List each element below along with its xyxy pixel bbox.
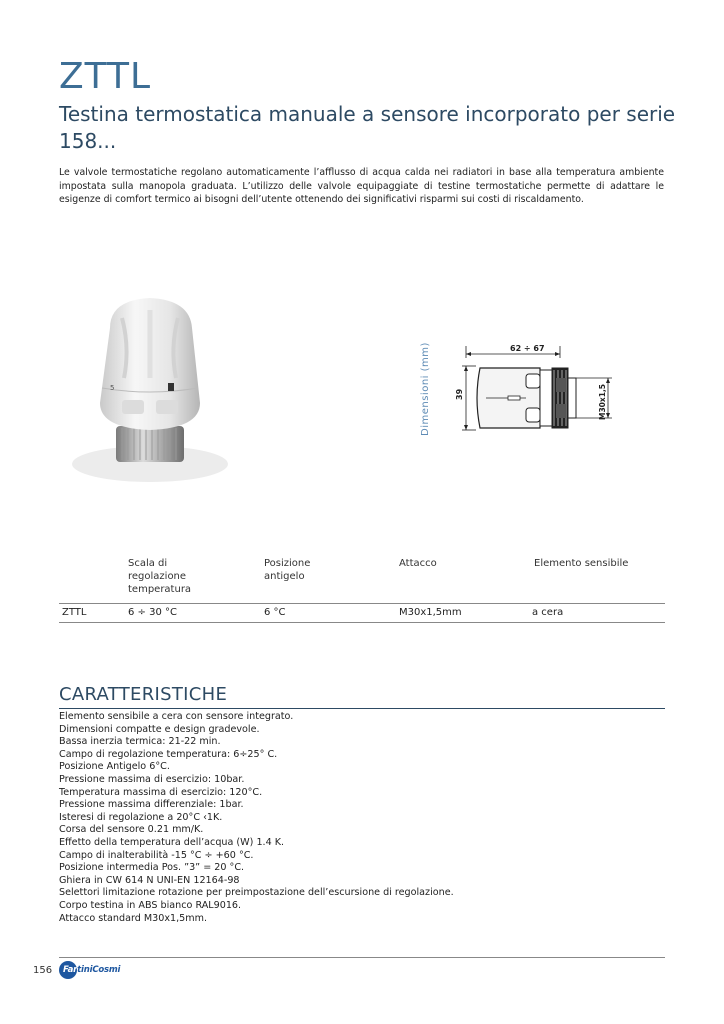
list-item: Isteresi di regolazione a 20°C ‹1K. <box>59 811 223 823</box>
brand-logo <box>59 961 120 979</box>
list-item: Campo di regolazione temperatura: 6÷25° C. <box>59 748 278 760</box>
list-item: Posizione Antigelo 6°C. <box>59 761 170 773</box>
header-element: Elemento sensibile <box>534 558 629 569</box>
logo-text-rest: tiniCosmi <box>77 965 121 975</box>
page-number: 156 <box>33 965 53 976</box>
cell-model: ZTTL <box>62 607 87 618</box>
cell-range: 6 ÷ 30 °C <box>128 607 177 618</box>
features-heading: CARATTERISTICHE <box>59 684 228 705</box>
list-item: Campo di inalterabilità -15 °C ÷ +60 °C. <box>59 849 254 861</box>
list-item: Attacco standard M30x1,5mm. <box>59 912 208 924</box>
specs-header-row <box>59 555 665 604</box>
footer-divider <box>59 957 665 958</box>
intro-paragraph: Le valvole termostatiche regolano automaticamente l’afflusso di acqua calda nei radiatori in base alla temperatura ambiente impostata sulla manopola graduata. L’utilizzo delle valvole equipaggiate di testine termostatiche permette di adattare le esigenze di comfort termico ai bisogni dell’utente ottenendo dei significativi risparmi sui costi di riscaldamento. <box>59 167 664 205</box>
dial-mark: 5 <box>110 384 115 392</box>
features-divider <box>59 708 665 709</box>
list-item: Elemento sensibile a cera con sensore integrato. <box>59 711 294 722</box>
header-connection: Attacco <box>399 558 437 569</box>
list-item: Dimensioni compatte e design gradevole. <box>59 723 260 735</box>
logo-text <box>63 965 120 975</box>
cell-element: a cera <box>532 607 564 618</box>
list-item: Ghiera in CW 614 N UNI-EN 12164-98 <box>59 874 240 886</box>
specs-table <box>59 555 665 623</box>
list-item: Effetto della temperatura dell’acqua (W) 1.4 K. <box>59 836 285 848</box>
list-item: Temperatura massima di esercizio: 120°C. <box>59 786 263 798</box>
thread-dimension: M30x1,5 <box>598 383 607 420</box>
list-item: Corsa del sensore 0.21 mm/K. <box>59 824 204 836</box>
cell-antifreeze: 6 °C <box>264 607 286 618</box>
product-code: ZTTL <box>59 56 152 97</box>
list-item: Pressione massima di esercizio: 10bar. <box>59 773 245 785</box>
page-subtitle: Testina termostatica manuale a sensore incorporato per serie 158... <box>59 102 676 153</box>
logo-text-first: Far <box>63 965 78 975</box>
list-item: Selettori limitazione rotazione per preimpostazione dell’escursione di regolazione. <box>59 887 454 899</box>
list-item: Corpo testina in ABS bianco RAL9016. <box>59 899 242 911</box>
height-dimension: 39 <box>455 388 464 400</box>
dimensions-label: Dimensioni (mm) <box>420 342 431 436</box>
header-antifreeze: Posizione antigelo <box>264 558 311 582</box>
list-item: Bassa inerzia termica: 21-22 min. <box>59 736 221 748</box>
dimension-drawing <box>448 338 618 438</box>
list-item: Posizione intermedia Pos. ”3” = 20 °C. <box>59 862 245 874</box>
list-item: Pressione massima differenziale: 1bar. <box>59 799 244 811</box>
features-list <box>59 711 454 925</box>
width-dimension: 62 ÷ 67 <box>510 344 545 353</box>
thermostatic-head-photo <box>60 288 240 488</box>
header-range: Scala di regolazione temperatura <box>128 558 192 595</box>
table-row <box>59 604 665 623</box>
cell-connection: M30x1,5mm <box>399 607 462 618</box>
